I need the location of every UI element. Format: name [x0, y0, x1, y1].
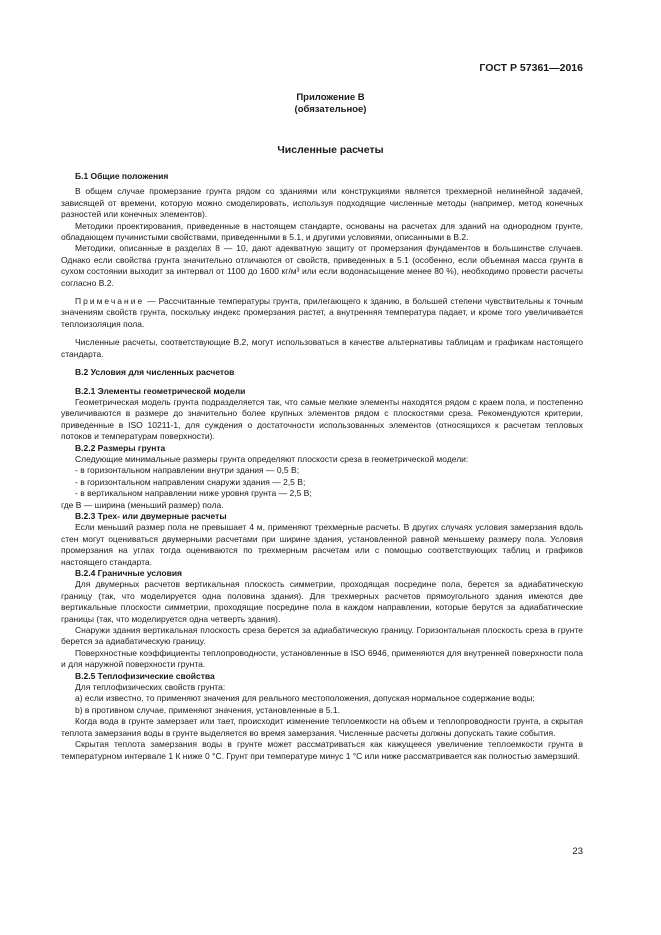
- where-clause: где B — ширина (меньший размер) пола.: [61, 499, 224, 510]
- paragraph: Геометрическая модель грунта подразделяется так, что самые мелкие элементы находятся рядом с краем пола, и постепенно увеличиваются в размере до значительно более крупных элементов рядом с плоскостями среза. Рекомендуются критерии, приведенные в ISO 10211-1, для суждения о достаточности использованных элементов (относящихся к расчетам тепловых потоков и температурам поверхности).: [61, 396, 583, 442]
- section-title: Численные расчеты: [277, 144, 384, 156]
- document-body: [61, 171, 583, 762]
- paragraph: Если меньший размер пола не превышает 4 м, применяют трехмерные расчеты. В других случаях условия замерзания вдоль стен могут оцениваться двумерными расчетами при ширине здания, установленной равной меньшему размеру пола. Условия промерзания на углах тогда оцениваются по трехмерным расчетам или с помощью соответствующих таблиц и графиков настоящего стандарта.: [61, 522, 583, 567]
- appendix-title: Приложение В: [296, 92, 365, 103]
- page-number: 23: [572, 846, 583, 857]
- note-label: Примечание: [75, 296, 145, 307]
- paragraph: В общем случае промерзание грунта рядом со зданиями или конструкциями является трехмерной нелинейной задачей, зависящей от времени, которую можно смоделировать, используя подходящие численные методы (например, метод конечных разностей или конечных элементов).: [61, 186, 583, 220]
- paragraph: Численные расчеты, соответствующие В.2, могут использоваться в качестве альтернативы таблицам и графикам настоящего стандарта.: [61, 337, 583, 359]
- subheading: В.2.4 Граничные условия: [75, 568, 183, 578]
- note-text: — Рассчитанные температуры грунта, прилегающего к зданию, в большей степени чувствительны к точным значениям свойств грунта, поскольку индекс промерзания растет, а внутренняя температура падает, и кроме того увеличивается теплоизоляция пола.: [61, 296, 583, 329]
- list-item: а) если известно, то применяют значения для реального местоположения, допуская нормальное содержание воды;: [75, 693, 535, 704]
- list-item: - в вертикальном направлении ниже уровня грунта — 2,5 B;: [75, 488, 312, 499]
- paragraph: Методики, описанные в разделах 8 — 10, дают адекватную защиту от промерзания фундаментов в большинстве случаев. Однако если свойства грунта значительно отличаются от свойств, приведенных в 5.1 (особенно, если объемная масса грунта в сухом состоянии выходит за интервал от 1100 до 1600 кг/м³ или если водонасыщение менее 80 %), необходимо провести расчеты согласно В.2.: [61, 243, 583, 288]
- appendix-status: (обязательное): [294, 104, 367, 115]
- paragraph: Скрытая теплота замерзания воды в грунте может рассматриваться как кажущееся увеличение теплоемкости грунта в температурном интервале 1 К ниже 0 °С. Грунт при температуре минус 1 °С или ниже рассматривается как полностью замерзший.: [61, 739, 583, 761]
- paragraph: Следующие минимальные размеры грунта определяют плоскости среза в геометрической модели:: [75, 453, 469, 464]
- subheading: В.2.5 Теплофизические свойства: [75, 670, 215, 681]
- list-item: - в горизонтальном направлении снаружи здания — 2,5 B;: [75, 476, 306, 487]
- list-item: - в горизонтальном направлении внутри здания — 0,5 B;: [75, 465, 300, 476]
- paragraph: Для двумерных расчетов вертикальная плоскость симметрии, проходящая посредине пола, берется за адиабатическую границу (так, что моделируется одна половина здания). Для трехмерных расчетов прямоугольного здания имеются две вертикальные плоскости симметрии, проходящие посредине пола в каждом направлении, которые берутся за адиабатические границы (так, что моделируется одна четверть здания).: [61, 579, 583, 624]
- subheading: В.2.1 Элементы геометрической модели: [75, 385, 246, 396]
- standard-code: ГОСТ Р 57361—2016: [479, 62, 583, 74]
- paragraph: Поверхностные коэффициенты теплопроводности, установленные в ISO 6946, применяются для внутренней поверхности пола и для наружной поверхности грунта.: [61, 647, 583, 670]
- subheading: В.2.2 Размеры грунта: [75, 442, 166, 453]
- subheading: В.2.3 Трех- или двумерные расчеты: [75, 510, 227, 521]
- paragraph: Для теплофизических свойств грунта:: [75, 682, 226, 693]
- heading-b1: Б.1 Общие положения: [75, 171, 169, 181]
- note: [61, 296, 583, 330]
- paragraph: Методики проектирования, приведенные в настоящем стандарте, основаны на расчетах для зданий на однородном грунте, обладающем пучинистыми свойствами, приведенными в 5.1, и другими условиями, описанными в В.2.: [61, 220, 583, 243]
- list-item: b) в противном случае, применяют значения, установленные в 5.1.: [75, 704, 340, 715]
- paragraph: Снаружи здания вертикальная плоскость среза берется за адиабатическую границу. Горизонтальная плоскость среза в грунте берется за адиабатическую границу.: [61, 625, 583, 647]
- heading-b2: В.2 Условия для численных расчетов: [75, 367, 235, 378]
- paragraph: Когда вода в грунте замерзает или тает, происходит изменение теплоемкости на объем и теплопроводности грунта, а скрытая теплота замерзания воды в грунте выделяется во время замерзания. Численные расчеты должны допускать такие события.: [61, 716, 583, 738]
- appendix-heading: [0, 92, 661, 116]
